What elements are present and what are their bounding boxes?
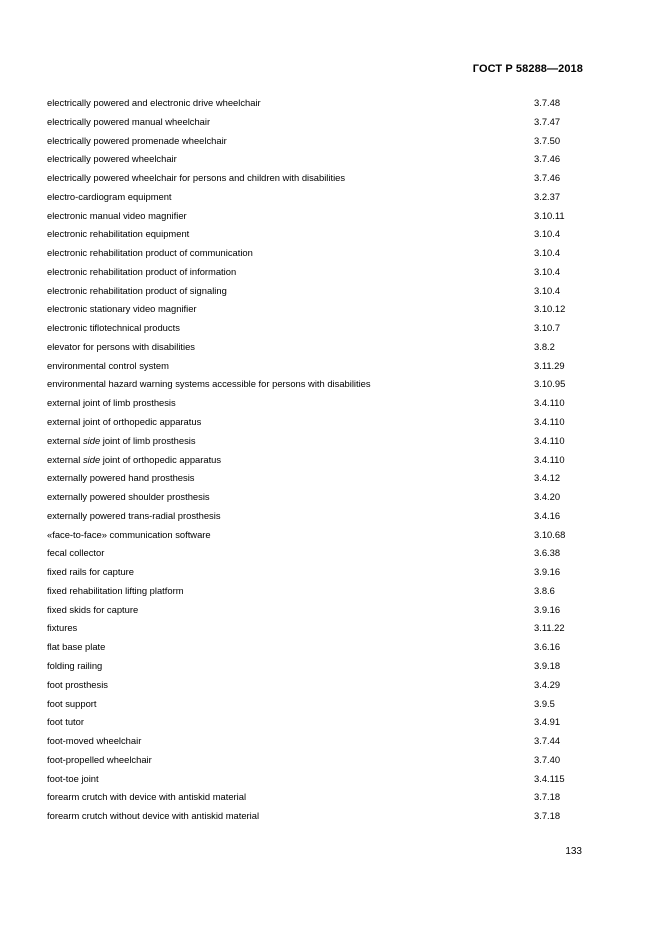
entry-term: flat base plate (47, 641, 106, 653)
index-entry (47, 773, 587, 792)
index-entry (47, 641, 587, 660)
entry-reference: 3.4.110 (534, 434, 565, 446)
index-entry (47, 378, 587, 397)
entry-term: electrically powered promenade wheelchair (47, 134, 227, 146)
entry-reference: 3.7.18 (534, 810, 561, 822)
entry-term: fixed skids for capture (47, 603, 139, 615)
entry-reference: 3.6.38 (534, 547, 561, 559)
index-entry (47, 341, 587, 360)
entry-term: fixtures (47, 622, 78, 634)
entry-reference: 3.7.44 (534, 735, 561, 747)
entry-reference: 3.4.110 (534, 453, 565, 465)
index-entry (47, 547, 587, 566)
entry-term: electronic rehabilitation equipment (47, 228, 190, 240)
entry-term: foot-moved wheelchair (47, 735, 142, 747)
index-entry (47, 228, 587, 247)
page-number: 133 (565, 846, 582, 857)
entry-reference: 3.2.37 (534, 190, 561, 202)
index-entry (47, 510, 587, 529)
entry-term: electrically powered wheelchair (47, 153, 177, 165)
index-entry (47, 210, 587, 229)
index-entry (47, 135, 587, 154)
entry-term: foot prosthesis (47, 678, 108, 690)
entry-term: electronic rehabilitation product of communication (47, 247, 253, 259)
index-entry (47, 791, 587, 810)
index-entry (47, 360, 587, 379)
entry-term: folding railing (47, 659, 103, 671)
index-entry (47, 810, 587, 829)
entry-reference: 3.7.18 (534, 791, 561, 803)
entry-reference: 3.10.95 (534, 378, 566, 390)
entry-reference: 3.6.16 (534, 641, 561, 653)
entry-term: electronic manual video magnifier (47, 209, 187, 221)
entry-term: forearm crutch without device with antiskid material (47, 810, 260, 822)
entry-reference: 3.10.12 (534, 303, 566, 315)
entry-reference: 3.10.4 (534, 284, 561, 296)
entry-term: electro-cardiogram equipment (47, 190, 172, 202)
entry-term (47, 435, 196, 447)
entry-reference: 3.8.6 (534, 584, 555, 596)
entry-term: environmental hazard warning systems accessible for persons with disabilities (47, 378, 371, 390)
index-entry (47, 97, 587, 116)
entry-reference: 3.10.68 (534, 528, 566, 540)
entry-term: foot-propelled wheelchair (47, 753, 152, 765)
entry-reference: 3.10.11 (534, 209, 565, 221)
index-entry (47, 604, 587, 623)
entry-reference: 3.9.5 (534, 697, 555, 709)
entry-reference: 3.4.115 (534, 772, 565, 784)
entry-reference: 3.4.12 (534, 472, 561, 484)
entry-term: externally powered hand prosthesis (47, 472, 195, 484)
term-text: joint of limb prosthesis (100, 434, 196, 446)
entry-reference: 3.10.4 (534, 247, 561, 259)
index-entry (47, 529, 587, 548)
entry-term: electronic stationary video magnifier (47, 303, 197, 315)
entry-reference: 3.4.91 (534, 716, 561, 728)
entry-reference: 3.11.22 (534, 622, 565, 634)
index-entry (47, 397, 587, 416)
index-entry (47, 716, 587, 735)
index-entry (47, 191, 587, 210)
term-index-list (47, 97, 587, 829)
index-entry (47, 285, 587, 304)
index-entry (47, 491, 587, 510)
entry-reference: 3.7.47 (534, 115, 561, 127)
entry-term: electrically powered manual wheelchair (47, 115, 211, 127)
entry-term: foot support (47, 697, 97, 709)
index-entry (47, 754, 587, 773)
index-entry (47, 660, 587, 679)
entry-reference: 3.4.110 (534, 397, 565, 409)
entry-term: external joint of orthopedic apparatus (47, 416, 202, 428)
entry-reference: 3.7.46 (534, 172, 561, 184)
entry-term: electronic rehabilitation product of information (47, 265, 237, 277)
entry-term: externally powered shoulder prosthesis (47, 491, 210, 503)
term-italic-text: side (82, 434, 101, 446)
entry-term: externally powered trans-radial prosthesis (47, 509, 221, 521)
index-entry (47, 585, 587, 604)
term-italic-text: side (82, 453, 101, 465)
index-entry (47, 266, 587, 285)
entry-reference: 3.9.16 (534, 603, 561, 615)
index-entry (47, 698, 587, 717)
entry-reference: 3.4.16 (534, 509, 561, 521)
index-entry (47, 416, 587, 435)
entry-reference: 3.10.4 (534, 265, 561, 277)
entry-reference: 3.9.16 (534, 566, 561, 578)
entry-reference: 3.9.18 (534, 659, 561, 671)
index-entry (47, 454, 587, 473)
term-text: joint of orthopedic apparatus (100, 453, 222, 465)
index-entry (47, 679, 587, 698)
entry-reference: 3.7.46 (534, 153, 561, 165)
entry-reference: 3.7.40 (534, 753, 561, 765)
entry-reference: 3.8.2 (534, 340, 555, 352)
entry-term: foot tutor (47, 716, 85, 728)
entry-reference: 3.11.29 (534, 359, 565, 371)
entry-reference: 3.7.50 (534, 134, 561, 146)
term-text: external (47, 453, 83, 465)
index-entry (47, 172, 587, 191)
index-entry (47, 153, 587, 172)
standard-designation: ГОСТ Р 58288—2018 (472, 63, 583, 75)
entry-reference: 3.4.110 (534, 416, 565, 428)
entry-term: electronic tiflotechnical products (47, 322, 180, 334)
entry-term: elevator for persons with disabilities (47, 340, 195, 352)
term-text: external (47, 434, 83, 446)
entry-reference: 3.4.20 (534, 491, 561, 503)
entry-term: external joint of limb prosthesis (47, 397, 176, 409)
index-entry (47, 435, 587, 454)
entry-term: electrically powered and electronic drive wheelchair (47, 97, 261, 108)
entry-term: foot-toe joint (47, 772, 99, 784)
entry-term: fixed rails for capture (47, 566, 135, 578)
entry-term: forearm crutch with device with antiskid material (47, 791, 247, 803)
entry-reference: 3.10.7 (534, 322, 561, 334)
index-entry (47, 622, 587, 641)
index-entry (47, 322, 587, 341)
entry-term (47, 454, 221, 466)
index-entry (47, 472, 587, 491)
entry-reference: 3.10.4 (534, 228, 561, 240)
entry-term: fecal collector (47, 547, 105, 559)
entry-reference: 3.7.48 (534, 97, 561, 108)
entry-term: electronic rehabilitation product of signaling (47, 284, 227, 296)
index-entry (47, 566, 587, 585)
index-entry (47, 735, 587, 754)
entry-term: fixed rehabilitation lifting platform (47, 584, 184, 596)
index-entry (47, 247, 587, 266)
entry-term: environmental control system (47, 359, 169, 371)
entry-reference: 3.4.29 (534, 678, 561, 690)
index-entry (47, 116, 587, 135)
entry-term: electrically powered wheelchair for persons and children with disabilities (47, 172, 346, 184)
entry-term: «face-to-face» communication software (47, 528, 211, 540)
index-entry (47, 303, 587, 322)
